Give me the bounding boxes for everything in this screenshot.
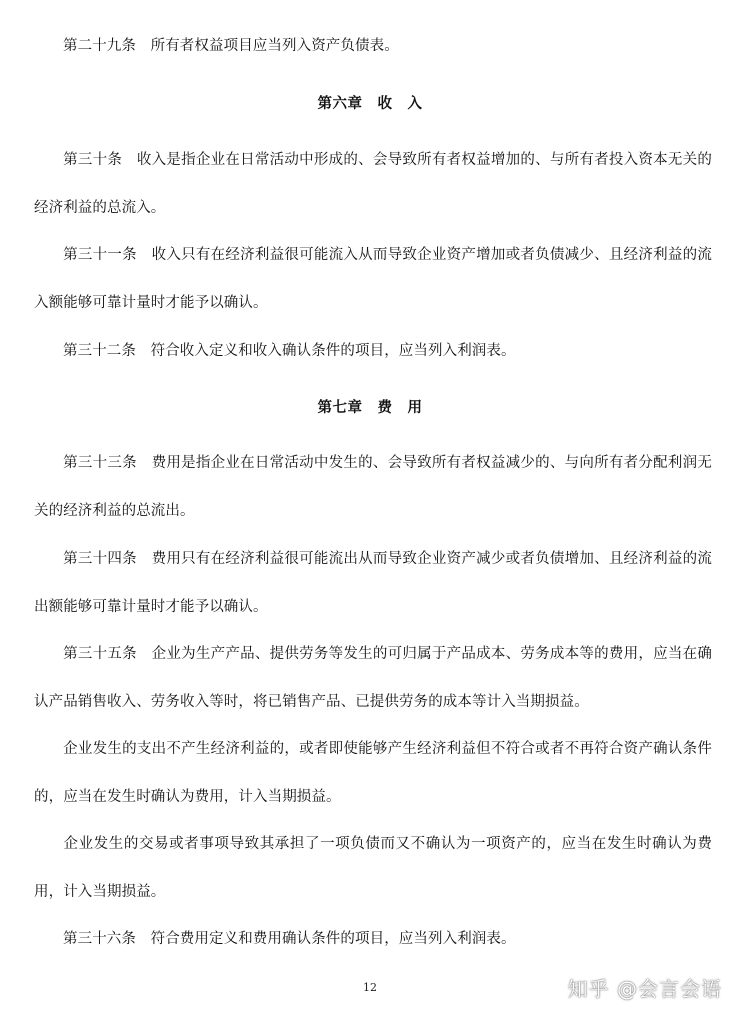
paragraph-article-35-expense-no-benefit [34, 725, 712, 821]
zhihu-watermark: 知乎 @会言会语 [567, 977, 722, 1001]
article-31-text: 第三十一条 收入只有在经济利益很可能流入从而导致企业资产增加或者负债减少、且经济利益的流入额能够可靠计量时才能予以确认。 [34, 247, 712, 311]
chapter-7-heading: 第七章 费 用 [317, 400, 423, 416]
article-29-text: 第二十九条 所有者权益项目应当列入资产负债表。 [63, 38, 399, 54]
article-36-text: 第三十六条 符合费用定义和费用确认条件的项目，应当列入利润表。 [63, 931, 516, 947]
paragraph-article-31 [34, 231, 712, 327]
article-35-text: 第三十五条 企业为生产产品、提供劳务等发生的可归属于产品成本、劳务成本等的费用，应当在确认产品销售收入、劳务收入等时，将已销售产品、已提供劳务的成本等计入当期损益。 [34, 646, 712, 710]
paragraph-article-34 [34, 535, 712, 631]
paragraph-article-30 [34, 136, 712, 232]
article-34-text: 第三十四条 费用只有在经济利益很可能流出从而导致企业资产减少或者负债增加、且经济利益的流出额能够可靠计量时才能予以确认。 [34, 551, 712, 615]
article-35-p3-text: 企业发生的交易或者事项导致其承担了一项负债而又不确认为一项资产的，应当在发生时确认为费用，计入当期损益。 [34, 836, 712, 900]
paragraph-article-36 [34, 915, 712, 963]
article-30-text: 第三十条 收入是指企业在日常活动中形成的、会导致所有者权益增加的、与所有者投入资本无关的经济利益的总流入。 [34, 152, 712, 216]
paragraph-article-35-liability-expense [34, 820, 712, 916]
paragraph-article-29 [34, 22, 712, 70]
article-35-p2-text: 企业发生的支出不产生经济利益的，或者即使能够产生经济利益但不符合或者不再符合资产确认条件的，应当在发生时确认为费用，计入当期损益。 [34, 741, 712, 805]
paragraph-article-33 [34, 439, 712, 535]
article-33-text: 第三十三条 费用是指企业在日常活动中发生的、会导致所有者权益减少的、与向所有者分配利润无关的经济利益的总流出。 [34, 455, 712, 519]
paragraph-article-35 [34, 630, 712, 726]
page-number: 12 [363, 981, 377, 994]
paragraph-article-32 [34, 327, 712, 375]
chapter-6-heading: 第六章 收 入 [317, 96, 423, 112]
article-32-text: 第三十二条 符合收入定义和收入确认条件的项目，应当列入利润表。 [63, 343, 516, 359]
